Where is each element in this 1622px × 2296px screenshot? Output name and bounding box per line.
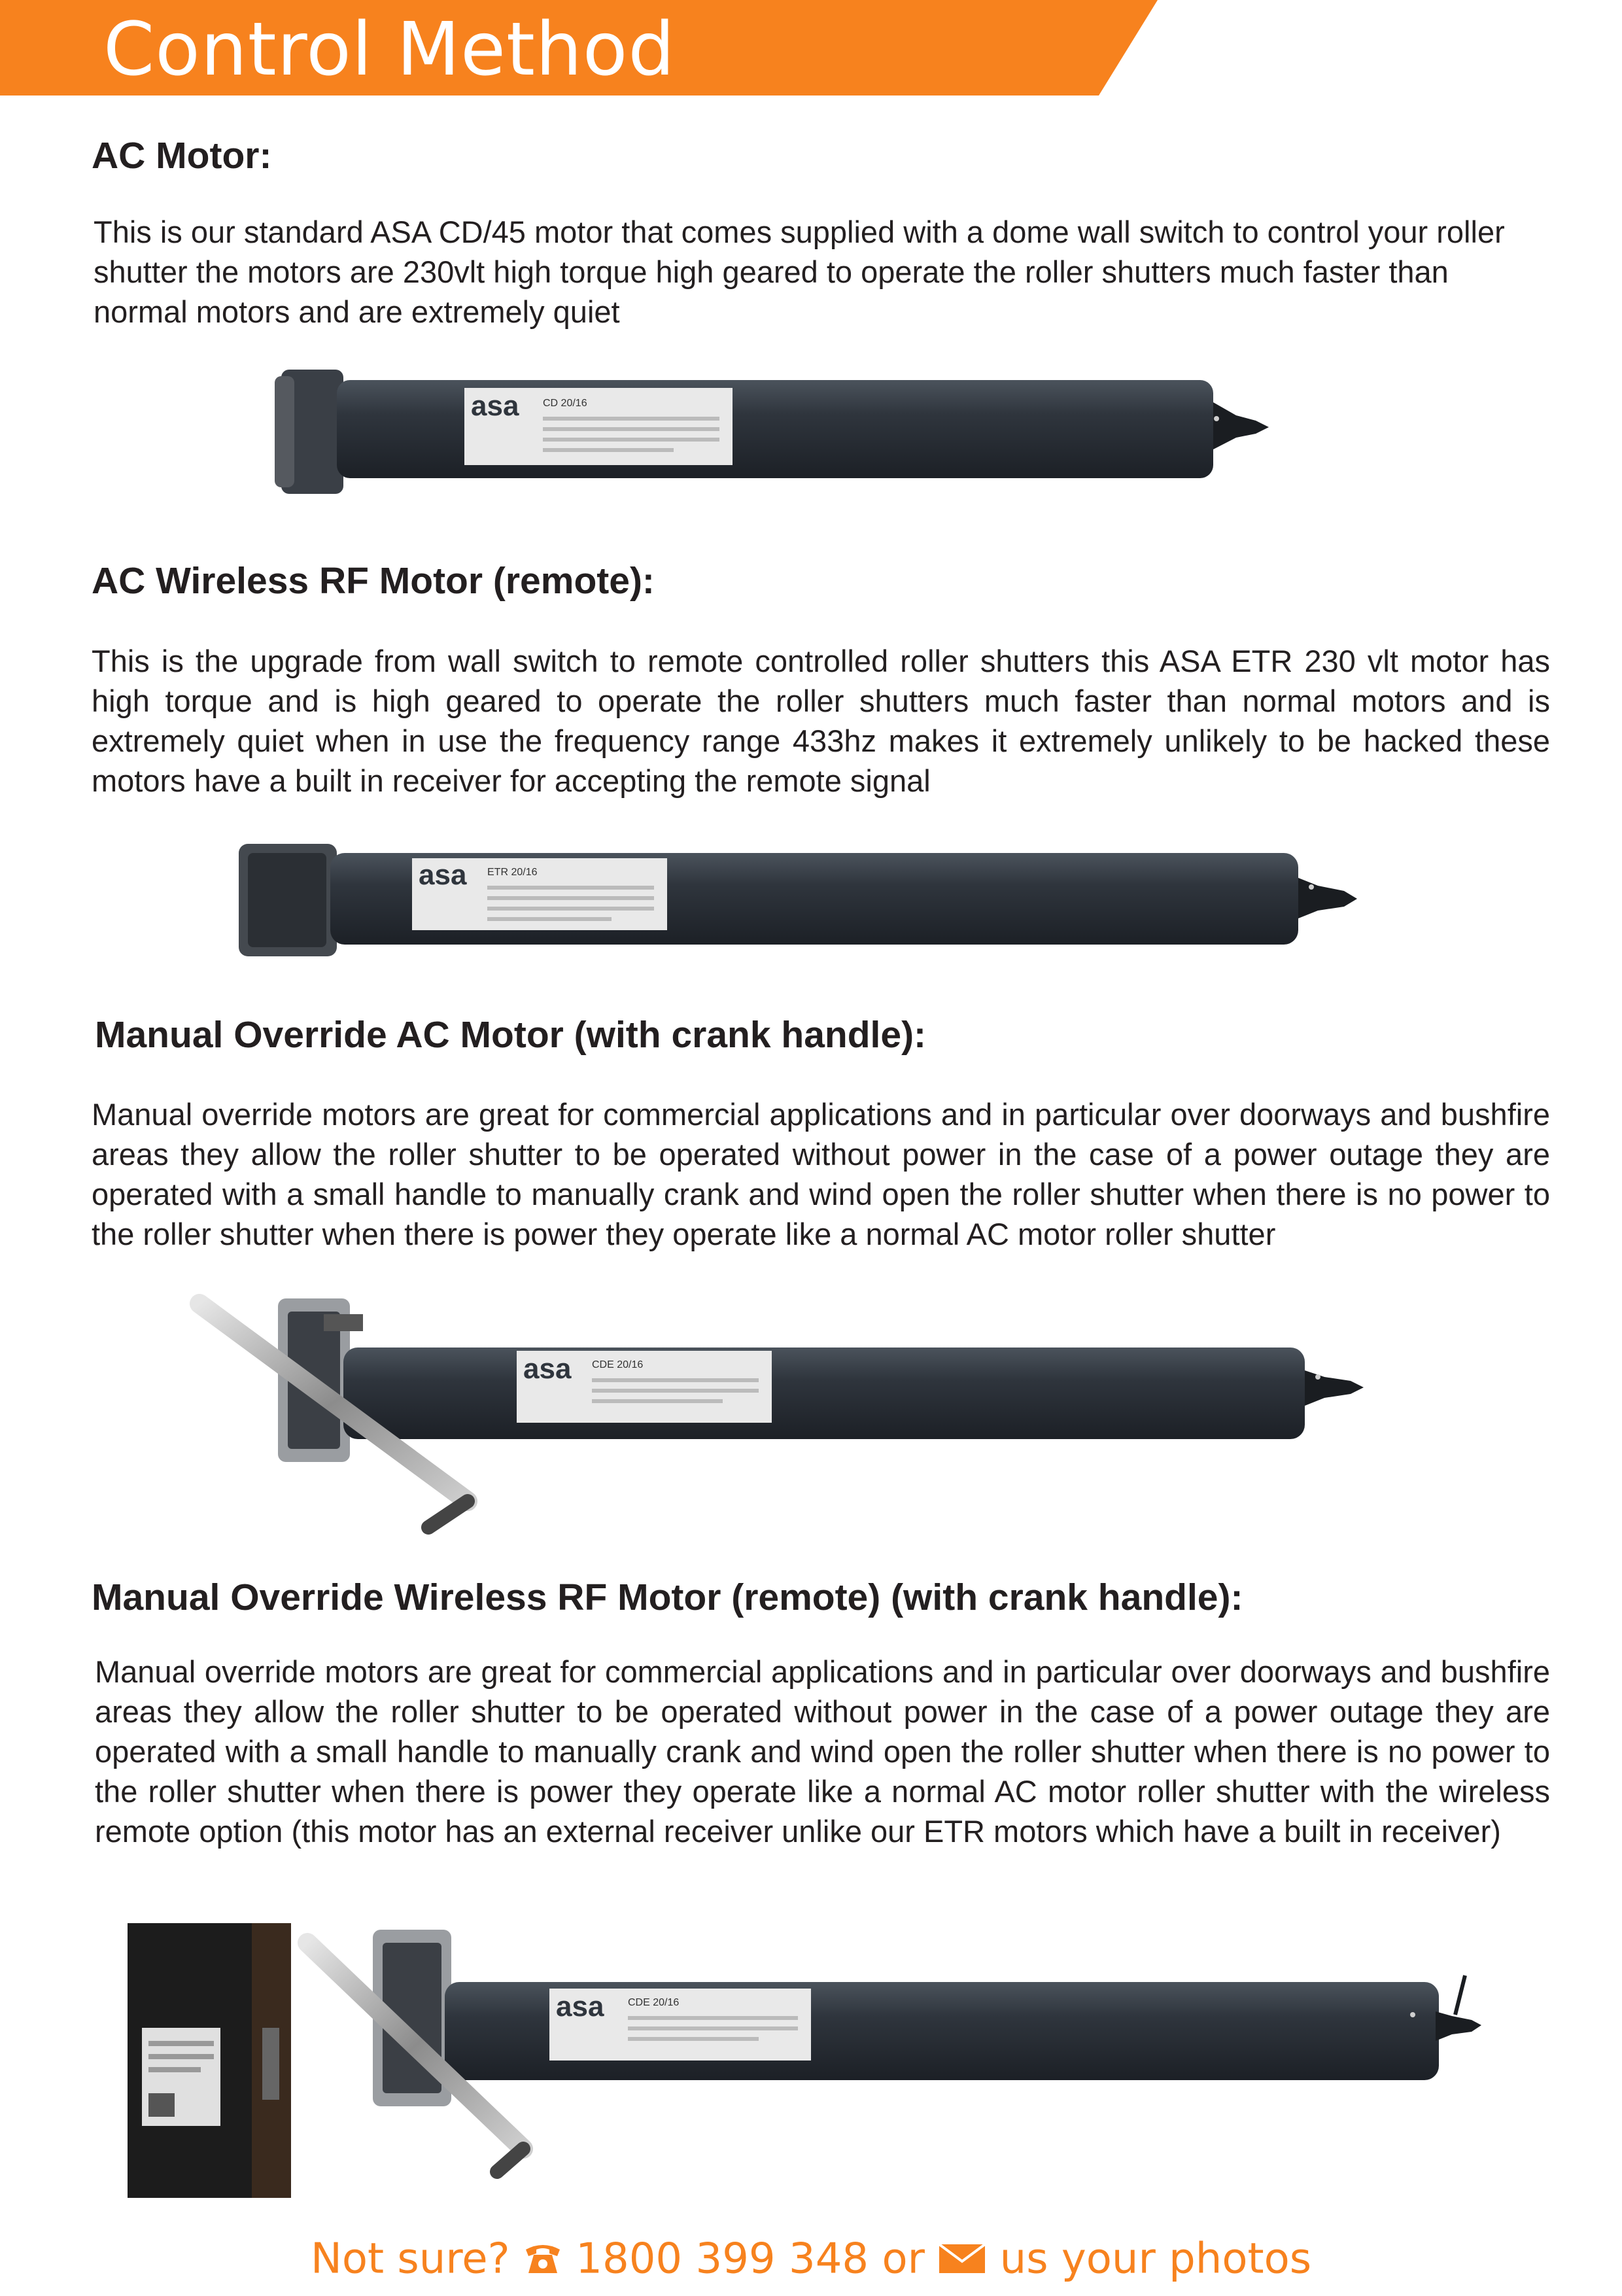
motor-image-ac	[275, 370, 1282, 497]
section-heading-ac-motor: AC Motor:	[92, 135, 272, 177]
section-body-ac-wireless: This is the upgrade from wall switch to remote controlled roller shutters this ASA ETR 230 vlt motor has high torque and is high geared to operate the roller shutters much faster than normal motors and is extremely quiet when in use the frequency range 433hz makes it extremely unlikely to be hacked these motors have a built in receiver for accepting the remote signal	[92, 644, 1550, 798]
section-body-manual-ac: Manual override motors are great for commercial applications and in particular over doorways and bushfire areas they allow the roller shutter to be operated without power in the case of a power outage they are operated with a small handle to manually crank and wind open the roller shutter when there is no power to the roller shutter when there is power they operate like a normal AC motor roller shutter	[92, 1097, 1550, 1251]
page-title: Control Method	[103, 7, 676, 92]
section-heading-manual-wireless: Manual Override Wireless RF Motor (remote) (with crank handle):	[92, 1576, 1243, 1618]
motor-image-ac-wireless	[239, 839, 1390, 963]
motor-model-label: CD 20/16	[543, 398, 587, 409]
motor-image-manual-wireless	[288, 1917, 1511, 2185]
motor-model-label: ETR 20/16	[487, 867, 538, 878]
motor-image-manual-ac	[186, 1285, 1409, 1554]
footer-suffix: us your photos	[999, 2235, 1312, 2284]
envelope-icon[interactable]	[938, 2242, 986, 2276]
motor-brand-logo: asa	[556, 1991, 604, 2023]
section-heading-manual-ac: Manual Override AC Motor (with crank handle):	[95, 1014, 927, 1056]
motor-brand-logo: asa	[523, 1353, 572, 1385]
motor-brand-logo: asa	[471, 390, 519, 422]
receiver-box-image	[128, 1923, 291, 2198]
footer-phone[interactable]: 1800 399 348 or	[576, 2235, 925, 2284]
motor-model-label: CDE 20/16	[628, 1997, 680, 2008]
phone-icon	[523, 2240, 562, 2277]
footer-cta	[0, 2224, 1622, 2296]
section-body-ac-motor: This is our standard ASA CD/45 motor that comes supplied with a dome wall switch to control your roller shutter the motors are 230vlt high torque high geared to operate the roller shutters much faster than normal motors and are extremely quiet	[94, 215, 1505, 329]
section-body-manual-wireless: Manual override motors are great for commercial applications and in particular over doorways and bushfire areas they allow the roller shutter to be operated without power in the case of a power outage they are operated with a small handle to manually crank and wind open the roller shutter when there is no power to the roller shutter when there is power they operate like a normal AC motor roller shutter with the wireless remote option (this motor has an external receiver unlike our ETR motors which have a built in receiver)	[95, 1654, 1550, 1849]
footer-prefix: Not sure?	[310, 2235, 510, 2284]
section-heading-ac-wireless: AC Wireless RF Motor (remote):	[92, 560, 655, 602]
motor-brand-logo: asa	[419, 859, 467, 891]
motor-model-label: CDE 20/16	[592, 1359, 644, 1370]
